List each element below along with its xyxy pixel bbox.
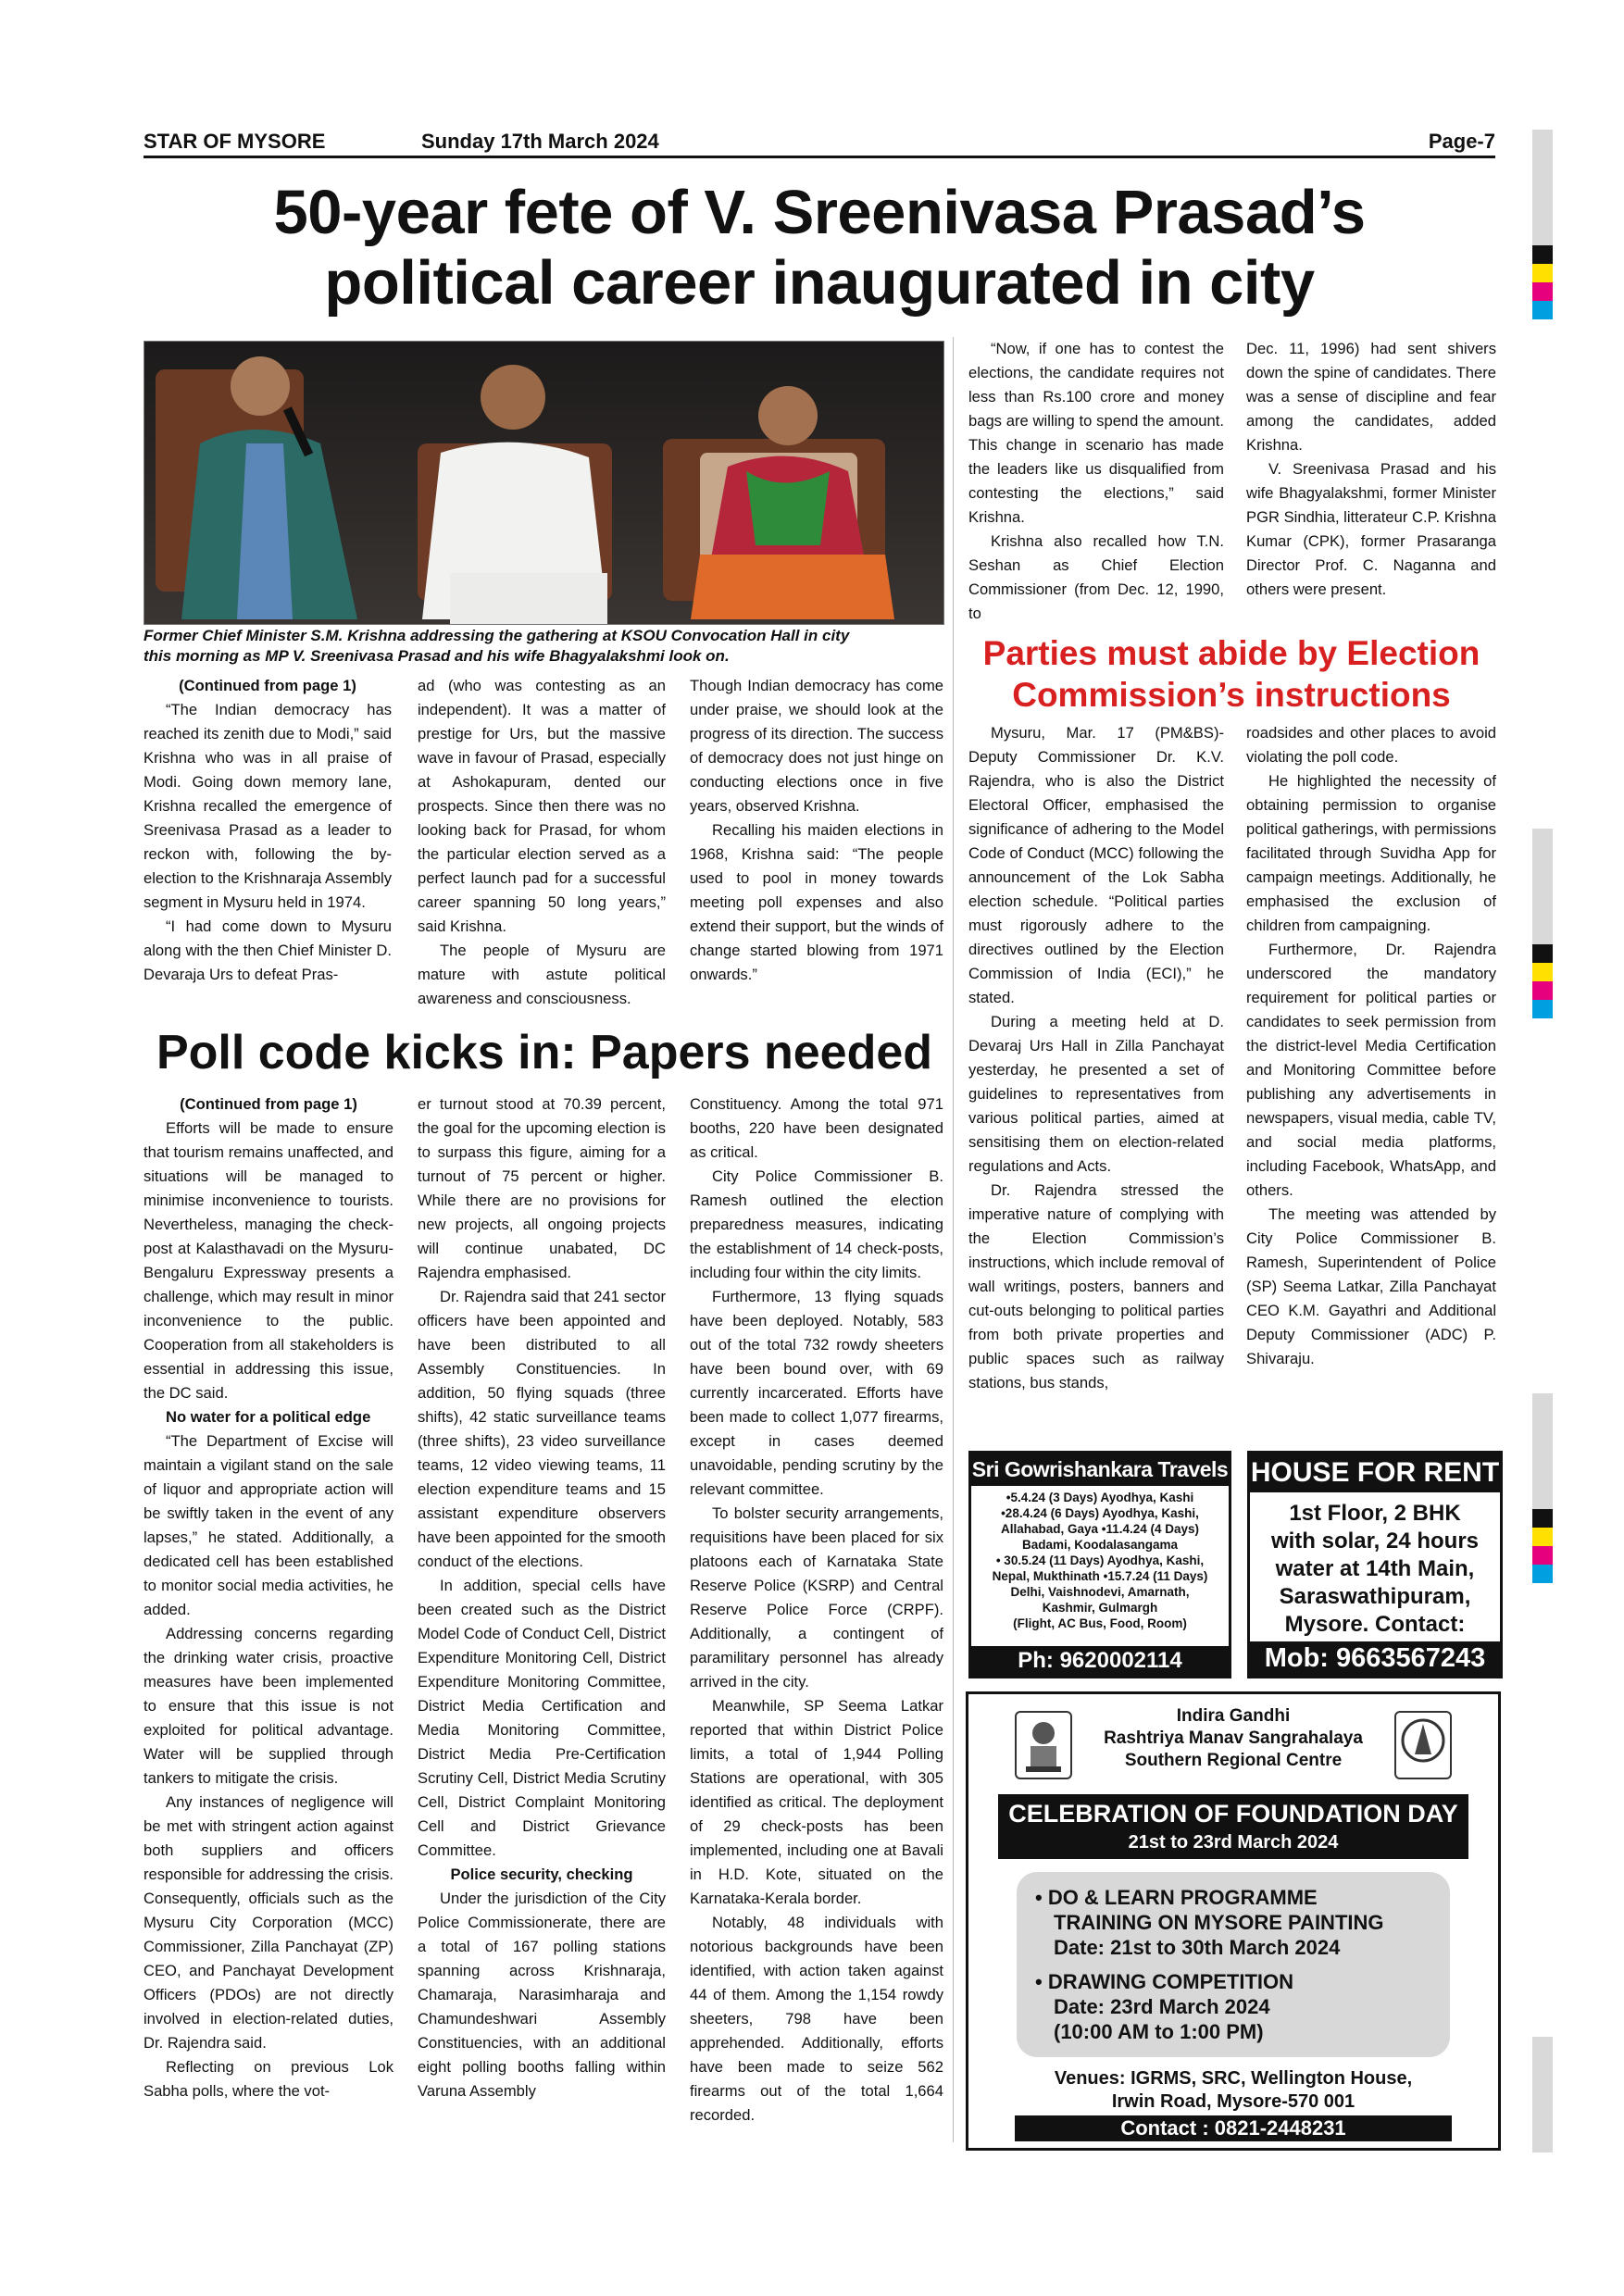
paragraph: Notably, 48 individuals with notorious backgrounds have been identified, with action taken against 44 of them. Among the 1,154 rowdy sheeters, 798 have been apprehended. Additionally, efforts have been made to seize 562 firearms out of the total 1,664 recorded. [690,1914,943,2124]
travel-ad-line: Nepal, Mukthinath •15.7.24 (11 Days) [992,1569,1208,1583]
programme-item: • DO & LEARN PROGRAMME [1035,1886,1318,1909]
poll-headline: Poll code kicks in: Papers needed [156,1026,933,1079]
paragraph: Meanwhile, SP Seema Latkar reported that within District Police limits, a total of 1,944 Polling Stations are operational, with 305 identified as critical. The deployment of 29 check-posts has been implemented, including one at Bavali in H.D. Kote, situated on the Karnataka-Kerala border. [690,1697,943,1907]
yellow-reg-mark [1532,1528,1553,1546]
programme-item: • DRAWING COMPETITION [1035,1970,1294,1993]
continued-note: (Continued from page 1) [180,1095,357,1113]
travel-advert [968,1451,1231,1678]
programme-item: TRAINING ON MYSORE PAINTING [1054,1911,1384,1934]
caption-line: Former Chief Minister S.M. Krishna addressing the gathering at KSOU Convocation Hall in city [144,627,850,644]
paragraph: City Police Commissioner B. Ramesh outlined the election preparedness measures, indicating the establishment of 14 check-posts, including four within the city limits. [690,1167,943,1281]
paragraph: Addressing concerns regarding the drinking water crisis, proactive measures have been implemented to ensure that this issue is not exploited for political advantage. Water will be supplied through tankers to mitigate the crisis. [144,1625,394,1787]
venue-info [968,2067,1498,2114]
subheading: Police security, checking [450,1866,633,1883]
programme-panel [1017,1872,1450,2057]
travel-ad-line: •5.4.24 (3 Days) Ayodhya, Kashi [1006,1491,1194,1504]
paragraph: “The Indian democracy has reached its zenith due to Modi,” said Krishna who was in all praise of Modi. Going down memory lane, Krishna recalled the emergence of Sreenivasa Prasad as a leader to reckon with, following the by-election to the Krishnaraja Assembly segment in Mysuru held in 1974. [144,701,392,911]
paragraph: Furthermore, 13 flying squads have been deployed. Notably, 583 out of the total 732 rowdy sheeters have been bound over, with 69 currently incarcerated. Efforts have been made to collect 1,077 firearms, except in cases deemed unavoidable, pending scrutiny by the relevant committee. [690,1288,943,1498]
parties-col-2 [1246,721,1496,1371]
travel-ad-line: (Flight, AC Bus, Food, Room) [1013,1616,1187,1630]
grey-tone-bar [1532,1393,1553,1509]
lead-col-2 [418,674,666,1011]
grey-tone-bar [1532,829,1553,944]
paragraph: Dr. Rajendra stressed the imperative nature of complying with the Election Commission’s instructions, which include removal of wall writings, posters, banners and cut-outs belonging to political parties from both private properties and public spaces such as railway stations, bus stands, [968,1181,1224,1391]
paragraph: Furthermore, Dr. Rajendra underscored the mandatory requirement for political parties or candidates to seek permission from the district-level Media Certification and Monitoring Committee before publishing any advertisements in newspapers, visual media, cable TV, and social media platforms, including Facebook, WhatsApp, and others. [1246,941,1496,1199]
paragraph: He highlighted the necessity of obtaining permission to organise political gatherings, with permissions facilitated through Suvidha App for campaign meetings. Additionally, he emphasised the exclusion of children from campaigning. [1246,772,1496,934]
travel-ad-line: •28.4.24 (6 Days) Ayodhya, Kashi, [1001,1506,1199,1520]
rent-advert [1247,1451,1503,1678]
rent-ad-line: Saraswathipuram, [1279,1584,1471,1609]
museum-ad-header [968,1694,1498,1798]
lead-col-1 [144,674,392,987]
paragraph: “Now, if one has to contest the elections, the candidate requires not less than Rs.100 crore and money bags are willing to spend the amount. This change in scenario has made the leaders like us disqualified from contesting the elections,” said Krishna. [968,340,1224,526]
travel-ad-line: Badami, Koodalasangama [1021,1538,1179,1552]
paragraph: In addition, special cells have been created such as the District Model Code of Conduct Cell, District Expenditure Monitoring Cell, District Expenditure Monitoring Committee, District Media Certification and Media Monitoring Committee, District Media Pre-Certification Scrutiny Cell, District Media Scrutiny Cell, District Complaint Monitoring Cell and District Grievance Committee. [418,1577,666,1859]
parties-headline-line1: Parties must abide by Election [982,634,1480,672]
rent-ad-line: 1st Floor, 2 BHK [1289,1501,1461,1526]
travel-ad-title: Sri Gowrishankara Travels [971,1454,1229,1486]
paragraph: To bolster security arrangements, requisitions have been placed for six platoons each of Karnataka State Reserve Police (KSRP) and Central Reserve Police Force (CRPF). Additionally, a contingent of paramilitary personnel has already arrived in the city. [690,1504,943,1691]
band-title: CELEBRATION OF FOUNDATION DAY [1008,1800,1458,1828]
paragraph: Dec. 11, 1996) had sent shivers down the spine of candidates. There was a sense of discipline and fear among the candidates, added Krishna. [1246,340,1496,454]
paragraph: Under the jurisdiction of the City Police Commissionerate, there are a total of 167 polling stations spanning across Krishnaraja, Chamaraja, Narasimharaja and Chamundeshwari Assembly Constituencies, with an additional eight polling booths falling within Varuna Assembly [418,1890,666,2100]
rent-ad-line: water at 14th Main, [1275,1556,1475,1581]
photo-caption [144,626,943,667]
programme-time: (10:00 AM to 1:00 PM) [1054,2020,1264,2043]
column-divider [953,337,954,2142]
lead-col-5 [1246,337,1496,602]
magenta-reg-mark [1532,981,1553,1000]
lead-headline-line2: political career inaugurated in city [324,248,1315,318]
museum-advert [966,1691,1501,2151]
paragraph: Dr. Rajendra said that 241 sector officers have been appointed and have been distributed to all Assembly Constituencies. In addition, 50 flying squads (three shifts), 42 static surveillance teams (three shifts), 23 video surveillance teams, 12 video viewing teams, 11 election expenditure teams and 15 assistant expenditure observers have been appointed for the smooth conduct of the elections. [418,1288,666,1570]
venue-line: Venues: IGRMS, SRC, Wellington House, [1054,2068,1413,2089]
paragraph: Krishna also recalled how T.N. Seshan as Chief Election Commissioner (from Dec. 12, 1990, to [968,532,1224,622]
paragraph: Reflecting on previous Lok Sabha polls, where the vot- [144,2058,394,2100]
paragraph: Recalling his maiden elections in 1968, Krishna said: “The people used to pool in money towards meeting poll expenses and also extend their support, but the winds of change started blowing from 1971 onwards.” [690,821,943,983]
poll-col-2 [418,1092,666,2103]
cyan-reg-mark [1532,1565,1553,1583]
caption-line: this morning as MP V. Sreenivasa Prasad and his wife Bhagyalakshmi look on. [144,647,730,665]
venue-line: Irwin Road, Mysore-570 001 [1111,2091,1355,2112]
paragraph: V. Sreenivasa Prasad and his wife Bhagyalakshmi, former Minister PGR Sindhia, litterateur C.P. Krishna Kumar (CPK), former Prasaranga Director Prof. C. Naganna and others were present. [1246,460,1496,598]
travel-ad-line: • 30.5.24 (11 Days) Ayodhya, Kashi, [995,1554,1205,1567]
paragraph: Though Indian democracy has come under praise, we should look at the progress of its direction. The success of democracy does not just hinge on conducting elections once in five years, observed Krishna. [690,677,943,815]
yellow-reg-mark [1532,963,1553,981]
masthead [144,128,1495,158]
black-reg-mark [1532,944,1553,963]
lead-headline-line1: 50-year fete of V. Sreenivasa Prasad’s [273,178,1366,247]
paragraph: The meeting was attended by City Police Commissioner B. Ramesh, Superintendent of Police (SP) Seema Latkar, Zilla Panchayat CEO K.M. Gayathri and Additional Deputy Commissioner (ADC) P. Shivaraju. [1246,1205,1496,1367]
travel-ad-line: Delhi, Vaishnodevi, Amarnath, [1010,1585,1190,1599]
org-name-line: Southern Regional Centre [1124,1751,1343,1770]
museum-contact: Contact : 0821-2448231 [1015,2115,1452,2141]
paper-name: STAR OF MYSORE [144,130,326,153]
page-number: Page-7 [1428,130,1495,153]
paragraph: Efforts will be made to ensure that tourism remains unaffected, and situations will be managed to minimise inconvenience to tourists. Nevertheless, managing the check-post at Kalasthavadi on the Mysuru-Bengaluru Expressway presents a challenge, which may result in minor inconvenience to the public. Cooperation from all stakeholders is essential in addressing this issue, the DC said. [144,1119,394,1402]
lead-headline [139,178,1500,318]
grey-tone-bar [1532,2037,1553,2152]
paragraph: During a meeting held at D. Devaraj Urs Hall in Zilla Panchayat yesterday, he presented a set of guidelines to representatives from various political parties, aimed at sensitising them on election-related regulations and Acts. [968,1013,1224,1175]
paragraph: The people of Mysuru are mature with astute political awareness and consciousness. [418,942,666,1007]
travel-ad-phone: Ph: 9620002114 [971,1646,1229,1676]
magenta-reg-mark [1532,1546,1553,1565]
paragraph: Constituency. Among the total 971 booths, 220 have been designated as critical. [690,1095,943,1161]
band-dates: 21st to 23rd March 2024 [1128,1832,1339,1853]
paragraph: ad (who was contesting as an independent). It was a matter of prestige for Urs, but the massive wave in favour of Prasad, especially at Ashokapuram, dented our prospects. Since then there was no looking back for Prasad, for whom the particular election served as a perfect launch pad for a successful career spanning 50 long years,” said Krishna. [418,677,666,935]
yellow-reg-mark [1532,264,1553,282]
rent-ad-body [1250,1492,1500,1646]
paragraph: er turnout stood at 70.39 percent, the goal for the upcoming election is to surpass this figure, aiming for a turnout of 75 percent or higher. While there are no provisions for new projects, all ongoing projects will continue unabated, DC Rajendra emphasised. [418,1095,666,1281]
lead-photo [144,341,944,625]
event-photo-illustration [144,342,943,624]
black-reg-mark [1532,1509,1553,1528]
paragraph: Mysuru, Mar. 17 (PM&BS)- Deputy Commissioner Dr. K.V. Rajendra, who is also the District Electoral Officer, emphasised the significance of adhering to the Model Code of Conduct (MCC) following the announcement of the Lok Sabha election schedule. “Political parties must rigorously adhere to the directives outlined by the Election Commission of India (ECI),” he stated. [968,724,1224,1006]
cyan-reg-mark [1532,301,1553,319]
programme-date: Date: 23rd March 2024 [1054,1995,1270,2018]
black-reg-mark [1532,245,1553,264]
parties-headline-line2: Commission’s instructions [1012,676,1451,714]
rent-ad-line: with solar, 24 hours [1270,1529,1480,1554]
travel-ad-body [971,1486,1229,1635]
foundation-day-band [998,1794,1468,1859]
parties-col-1 [968,721,1224,1395]
continued-note: (Continued from page 1) [179,677,356,694]
travel-ad-line: Allahabad, Gaya •11.4.24 (4 Days) [1000,1522,1200,1536]
magenta-reg-mark [1532,282,1553,301]
cyan-reg-mark [1532,1000,1553,1018]
paragraph: “I had come down to Mysuru along with the then Chief Minister D. Devaraja Urs to defeat Pras- [144,917,392,983]
poll-col-3 [690,1092,943,2128]
org-name-line: Rashtriya Manav Sangrahalaya [1104,1728,1363,1748]
travel-ad-line: Kashmir, Gulmargh [1042,1601,1158,1615]
poll-col-1 [144,1092,394,2103]
subheading: No water for a political edge [166,1408,371,1426]
parties-headline [963,632,1500,716]
lead-col-4 [968,337,1224,626]
rent-ad-phone: Mob: 9663567243 [1250,1641,1500,1676]
paragraph: roadsides and other places to avoid violating the poll code. [1246,724,1496,766]
issue-date: Sunday 17th March 2024 [421,130,659,153]
rent-ad-title: HOUSE FOR RENT [1250,1454,1500,1492]
lead-col-3 [690,674,943,987]
grey-tone-bar [1532,130,1553,245]
paragraph: “The Department of Excise will maintain a vigilant stand on the sale of liquor and appropriate action will be swiftly taken in the event of any lapses,” he stated. Additionally, a dedicated cell has been established to monitor social media activities, he added. [144,1432,394,1618]
programme-date: Date: 21st to 30th March 2024 [1054,1936,1341,1959]
org-name-line: Indira Gandhi [1176,1706,1291,1726]
rent-ad-line: Mysore. Contact: [1284,1612,1466,1637]
paragraph: Any instances of negligence will be met with stringent action against both suppliers and officers responsible for addressing the crisis. Consequently, officials such as the Mysuru City Corporation (MCC) Commissioner, Zilla Panchayat (ZP) CEO, and Panchayat Development Officers (PDOs) are not directly involved in election-related duties, Dr. Rajendra said. [144,1793,394,2052]
